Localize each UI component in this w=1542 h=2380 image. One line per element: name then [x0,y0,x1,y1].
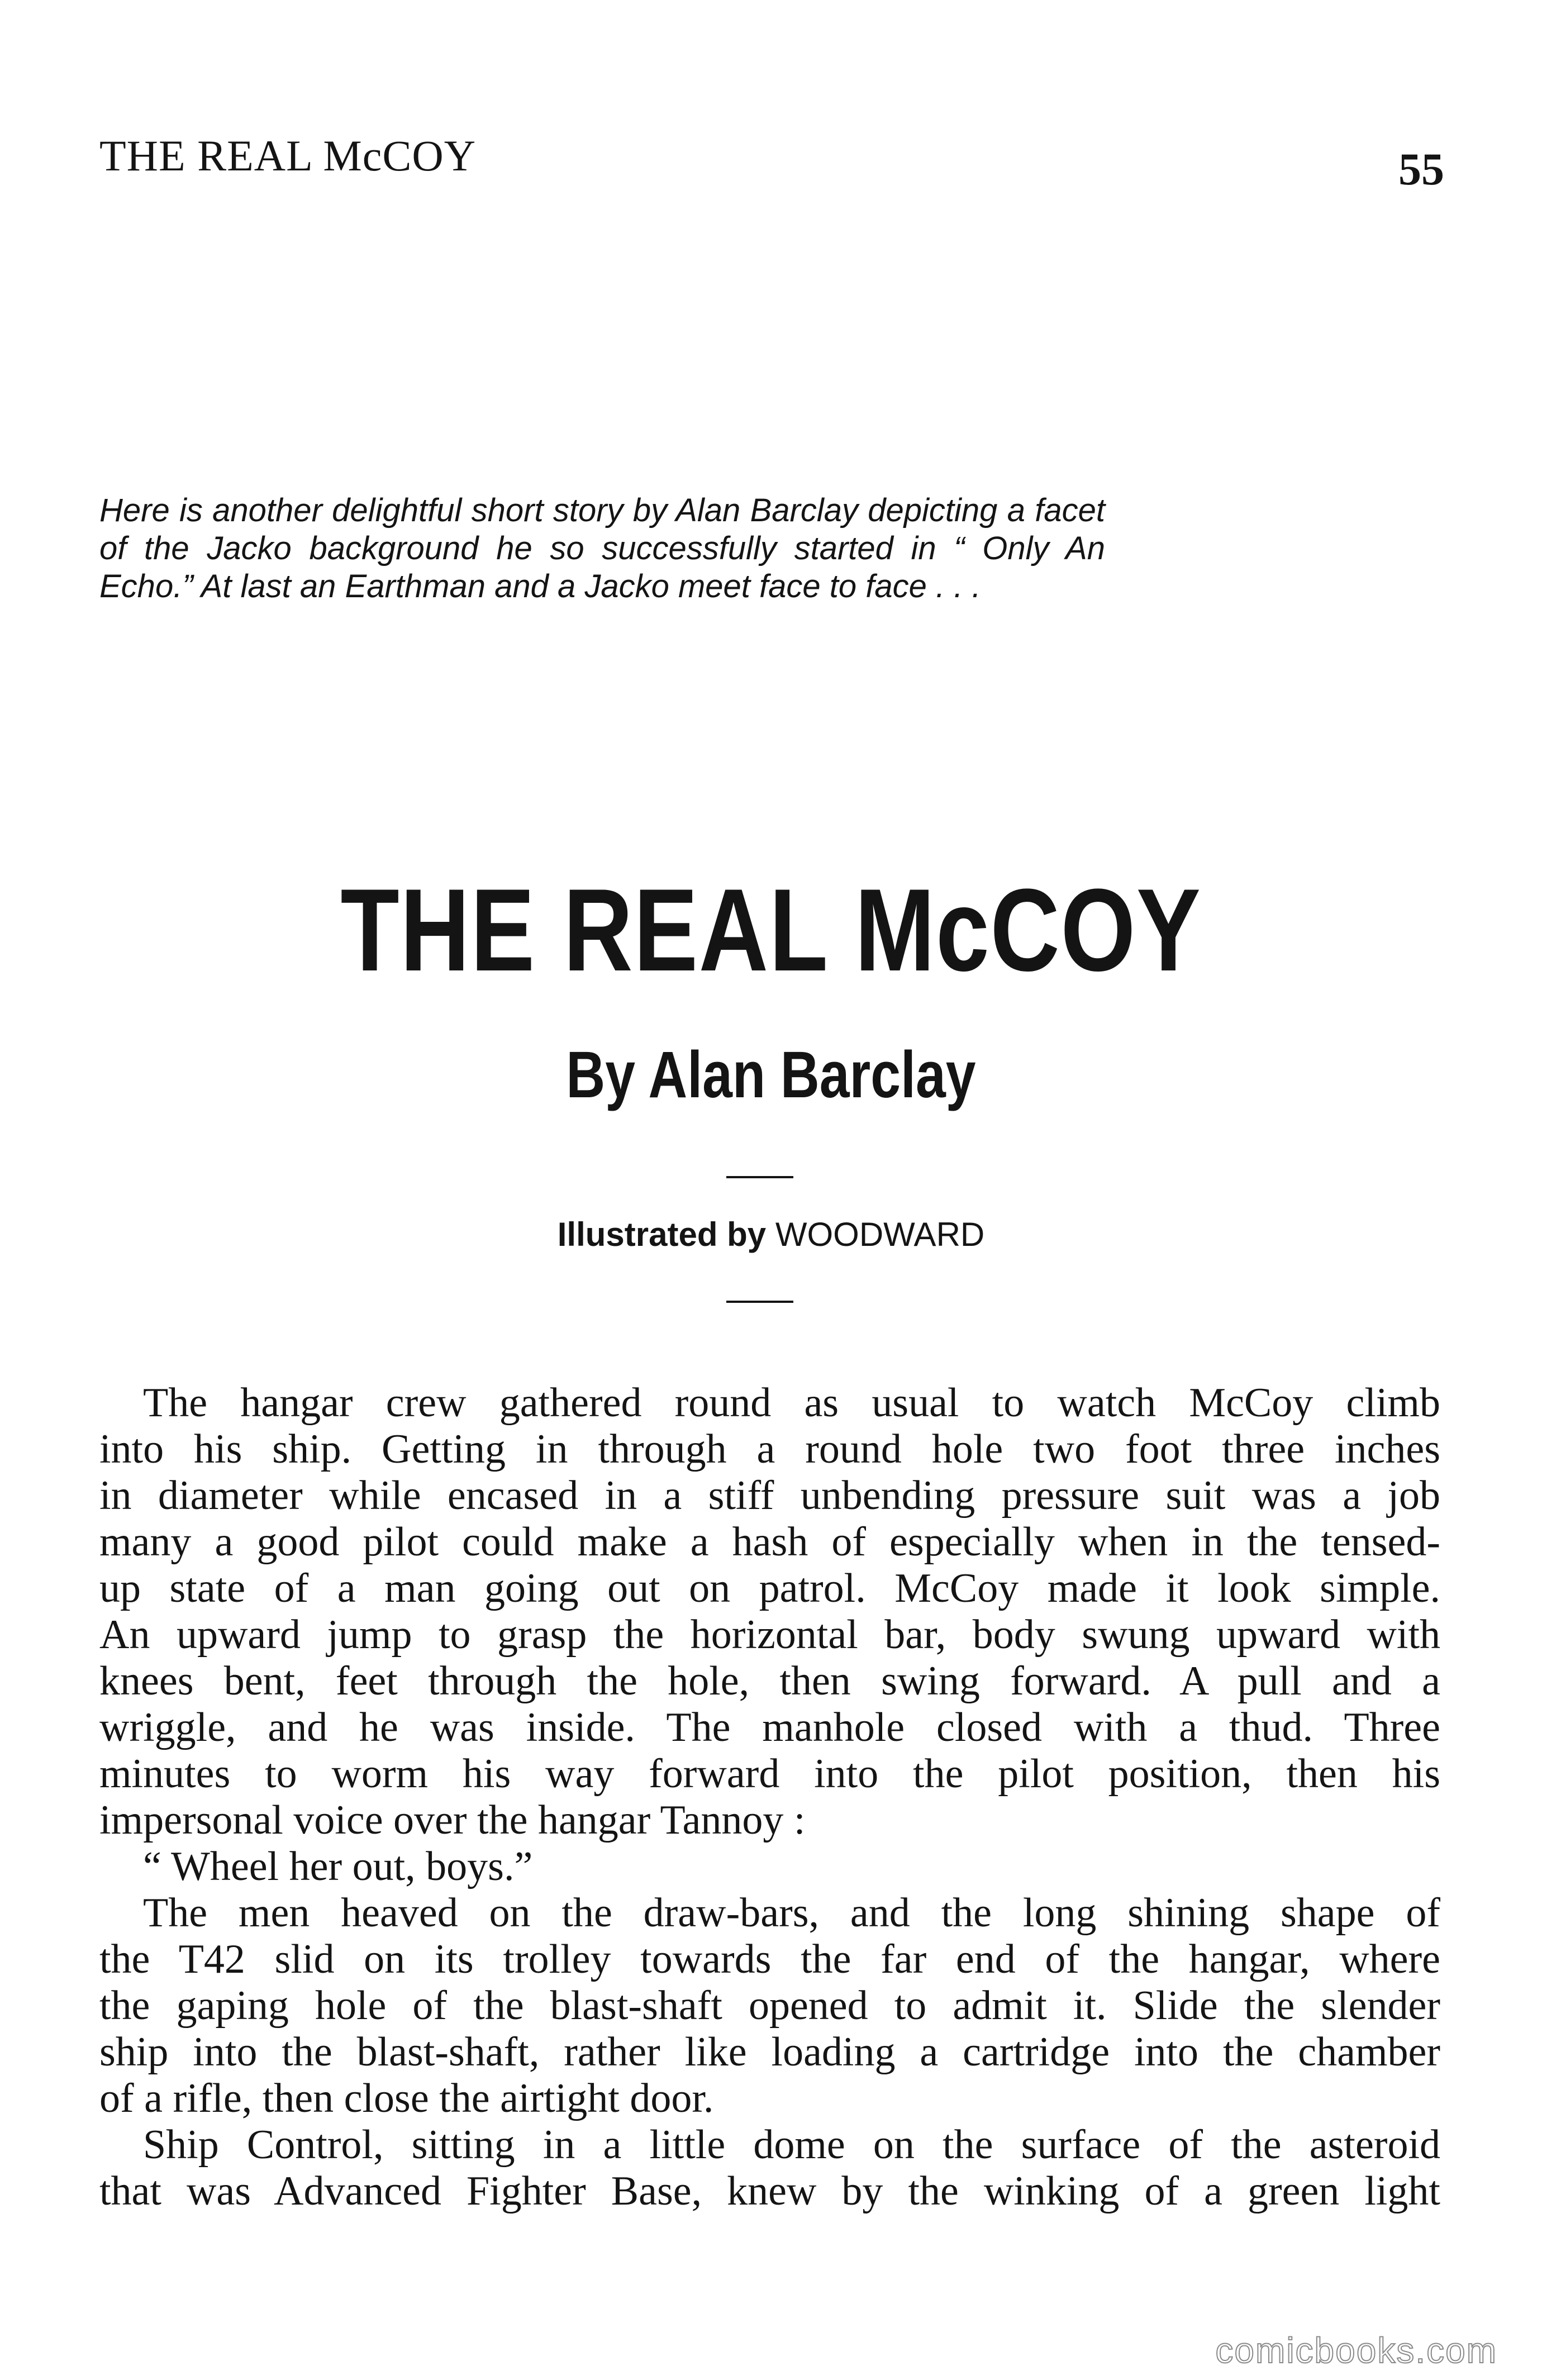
watermark: comicbooks.com [1215,2330,1497,2371]
body-line: Ship Control, sitting in a little dome on the surface of the asteroid [143,2122,1440,2168]
body-line: the gaping hole of the blast-shaft opened to admit it. Slide the slender [99,1983,1440,2029]
body-line: The hangar crew gathered round as usual to watch McCoy climb [143,1380,1440,1426]
body-line: many a good pilot could make a hash of especially when in the tensed- [99,1519,1440,1565]
body-line: of a rifle, then close the airtight door. [99,2076,714,2121]
intro-blurb: Here is another delightful short story by Alan Barclay depicting a facet of the Jacko background he so successfully started in “ Only An Echo.” At last an Earthman and a Jacko meet face to face . . . [99,492,1105,604]
body-text [99,1380,1440,2215]
body-line: minutes to worm his way forward into the pilot position, then his [99,1751,1440,1797]
body-line: ship into the blast-shaft, rather like loading a cartridge into the chamber [99,2029,1440,2075]
body-line: The men heaved on the draw-bars, and the long shining shape of [143,1890,1440,1936]
body-line: knees bent, feet through the hole, then swing forward. A pull and a [99,1658,1440,1704]
story-title: THE REAL McCOY [340,864,1202,996]
illustrator-credit [0,1218,1542,1251]
illustrator-name: WOODWARD [775,1216,985,1253]
body-line: impersonal voice over the hangar Tannoy : [99,1797,806,1843]
body-line: “ Wheel her out, boys.” [143,1844,533,1889]
body-line: in diameter while encased in a stiff unbending pressure suit was a job [99,1473,1440,1519]
body-line: the T42 slid on its trolley towards the far end of the hangar, where [99,1936,1440,1982]
body-line: An upward jump to grasp the horizontal bar, body swung upward with [99,1612,1440,1658]
divider-bottom [726,1301,793,1303]
body-line: that was Advanced Fighter Base, knew by the winking of a green light [99,2168,1440,2214]
body-line: up state of a man going out on patrol. McCoy made it look simple. [99,1565,1440,1611]
body-line: into his ship. Getting in through a round hole two foot three inches [99,1426,1440,1472]
running-head: THE REAL McCOY [99,131,477,180]
story-byline: By Alan Barclay [566,1038,976,1112]
page-number: 55 [1398,144,1444,194]
illustrated-by-label: Illustrated by [557,1216,767,1253]
divider-top [726,1176,793,1178]
body-line: wriggle, and he was inside. The manhole closed with a thud. Three [99,1705,1440,1750]
